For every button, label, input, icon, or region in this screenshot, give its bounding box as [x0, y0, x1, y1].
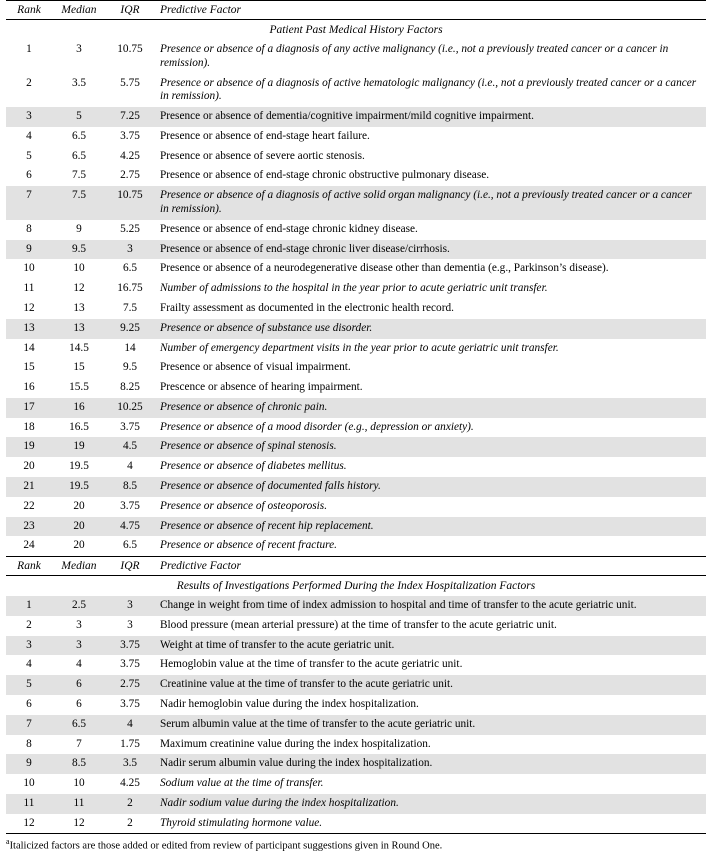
cell-median: 15.5 [69, 381, 89, 394]
table-row [6, 40, 706, 74]
cell-iqr: 4.25 [120, 777, 140, 790]
cell-rank: 10 [23, 262, 35, 275]
cell-median: 20 [73, 539, 85, 552]
cell-predictive-factor: Change in weight from time of index admission to hospital and time of transfer to the acute geriatric unit. [154, 596, 706, 616]
cell-predictive-factor: Presence or absence of end-stage heart failure. [160, 129, 370, 142]
table-row [6, 794, 706, 814]
table-row [6, 418, 706, 438]
table-row [6, 127, 706, 147]
cell-iqr: 2 [127, 816, 133, 829]
cell-predictive-factor: Number of admissions to the hospital in the year prior to acute geriatric unit transfer. [160, 282, 548, 295]
cell-median: 7.5 [52, 186, 106, 220]
cell-iqr: 7.25 [106, 107, 154, 127]
cell-iqr: 9.5 [122, 361, 138, 374]
table-row [6, 596, 706, 616]
table-row [6, 339, 706, 359]
cell-rank: 24 [23, 539, 35, 552]
cell-predictive-factor: Presence or absence of diabetes mellitus. [160, 460, 347, 473]
section-title: Results of Investigations Performed During the Index Hospitalization Factors [176, 580, 536, 593]
cell-median: 6.5 [52, 715, 106, 735]
cell-rank: 4 [26, 658, 32, 671]
cell-predictive-factor: Nadir hemoglobin value during the index hospitalization. [160, 698, 419, 710]
column-header-median: Median [52, 557, 106, 576]
cell-rank: 11 [23, 282, 35, 295]
cell-iqr: 3.75 [120, 658, 140, 671]
table-row [6, 147, 706, 167]
cell-iqr: 8.25 [120, 381, 140, 394]
cell-rank: 1 [6, 596, 52, 616]
table-row [6, 186, 706, 220]
cell-iqr: 3 [106, 596, 154, 616]
table-investigations [6, 556, 706, 833]
cell-rank: 20 [23, 460, 35, 473]
cell-median: 9 [76, 222, 82, 235]
cell-rank: 10 [23, 777, 35, 790]
cell-predictive-factor: Presence or absence of spinal stenosis. [154, 437, 706, 457]
cell-median: 11 [52, 794, 106, 814]
table-row [6, 636, 706, 656]
cell-median: 20 [52, 517, 106, 537]
cell-iqr: 3.75 [120, 129, 140, 142]
cell-iqr: 16.75 [117, 282, 143, 295]
table-row [6, 774, 706, 794]
table-row [6, 299, 706, 319]
table-row [6, 107, 706, 127]
cell-iqr: 6.5 [122, 539, 138, 552]
table-body-investigations [6, 596, 706, 833]
table-row [6, 814, 706, 834]
cell-predictive-factor: Maximum creatinine value during the index hospitalization. [160, 737, 431, 750]
table-row [6, 616, 706, 636]
table-row [6, 735, 706, 755]
cell-iqr: 10.75 [106, 186, 154, 220]
table-header [6, 557, 706, 576]
cell-predictive-factor: Hemoglobin value at the time of transfer to the acute geriatric unit. [160, 658, 463, 671]
cell-iqr: 3.75 [120, 499, 140, 512]
table-row [6, 259, 706, 279]
section-title: Patient Past Medical History Factors [269, 24, 443, 36]
cell-rank: 8 [26, 222, 32, 235]
cell-rank: 12 [23, 301, 35, 314]
cell-iqr: 4.75 [106, 517, 154, 537]
cell-median: 6.5 [71, 129, 87, 142]
cell-median: 3.5 [71, 76, 87, 89]
cell-rank: 4 [26, 129, 32, 142]
cell-iqr: 7.5 [122, 301, 138, 314]
cell-rank: 18 [23, 420, 35, 433]
cell-iqr: 3.75 [106, 636, 154, 656]
cell-median: 8.5 [52, 754, 106, 774]
cell-median: 6.5 [71, 149, 87, 162]
cell-median: 6 [52, 675, 106, 695]
cell-rank: 14 [23, 341, 35, 354]
column-header-iqr: IQR [106, 1, 154, 20]
cell-predictive-factor: Nadir sodium value during the index hospitalization. [154, 794, 706, 814]
cell-median: 6 [76, 698, 82, 710]
cell-iqr: 10.25 [106, 398, 154, 418]
cell-median: 9.5 [52, 240, 106, 260]
cell-rank: 6 [26, 169, 32, 182]
cell-median: 13 [73, 301, 85, 314]
cell-median: 19.5 [69, 460, 89, 473]
cell-median: 3 [52, 636, 106, 656]
cell-rank: 21 [6, 477, 52, 497]
cell-median: 7.5 [71, 169, 87, 182]
table-header [6, 1, 706, 20]
footnote-marker: a [6, 837, 10, 847]
column-header-rank: Rank [6, 557, 52, 576]
cell-rank: 13 [6, 319, 52, 339]
cell-rank: 7 [6, 715, 52, 735]
table-row [6, 240, 706, 260]
cell-iqr: 9.25 [106, 319, 154, 339]
cell-iqr: 4.5 [106, 437, 154, 457]
cell-predictive-factor: Blood pressure (mean arterial pressure) at the time of transfer to the acute geriatric unit. [160, 618, 557, 631]
table-row [6, 655, 706, 675]
cell-iqr: 4.25 [120, 149, 140, 162]
cell-iqr: 3 [127, 618, 133, 631]
cell-predictive-factor: Presence or absence of a mood disorder (e.g., depression or anxiety). [160, 420, 474, 433]
cell-iqr: 14 [124, 341, 136, 354]
cell-median: 19 [52, 437, 106, 457]
cell-predictive-factor: Presence or absence of a diagnosis of active solid organ malignancy (i.e., not a previously treated cancer or a cancer in remission). [154, 186, 706, 220]
cell-median: 2.5 [52, 596, 106, 616]
column-header-rank: Rank [6, 1, 52, 20]
cell-rank: 5 [26, 149, 32, 162]
cell-iqr: 3.75 [120, 420, 140, 433]
cell-iqr: 2.75 [106, 675, 154, 695]
column-header-median: Median [52, 1, 106, 20]
table-row [6, 675, 706, 695]
table-row [6, 536, 706, 556]
cell-iqr: 3 [106, 240, 154, 260]
table-row [6, 457, 706, 477]
cell-predictive-factor: Presence or absence of visual impairment. [160, 361, 351, 374]
cell-median: 3 [76, 618, 82, 631]
cell-median: 20 [73, 499, 85, 512]
table-row [6, 517, 706, 537]
cell-predictive-factor: Presence or absence of end-stage chronic liver disease/cirrhosis. [154, 240, 706, 260]
cell-median: 15 [73, 361, 85, 374]
cell-median: 3 [76, 43, 82, 55]
cell-rank: 8 [26, 737, 32, 750]
cell-rank: 3 [6, 107, 52, 127]
cell-iqr: 3.75 [120, 698, 140, 710]
cell-median: 13 [52, 319, 106, 339]
table-row [6, 437, 706, 457]
cell-median: 14.5 [69, 341, 89, 354]
cell-predictive-factor: Nadir serum albumin value during the index hospitalization. [154, 754, 706, 774]
cell-median: 4 [76, 658, 82, 671]
cell-iqr: 10.75 [117, 43, 143, 55]
cell-rank: 7 [6, 186, 52, 220]
cell-rank: 2 [26, 618, 32, 631]
cell-rank: 5 [6, 675, 52, 695]
cell-predictive-factor: Thyroid stimulating hormone value. [160, 816, 323, 829]
cell-rank: 16 [23, 381, 35, 394]
table-row [6, 398, 706, 418]
cell-predictive-factor: Presence or absence of documented falls history. [154, 477, 706, 497]
cell-iqr: 3.5 [106, 754, 154, 774]
cell-rank: 23 [6, 517, 52, 537]
cell-predictive-factor: Presence or absence of chronic pain. [154, 398, 706, 418]
cell-predictive-factor: Presence or absence of osteoporosis. [160, 499, 328, 512]
cell-median: 16.5 [69, 420, 89, 433]
cell-predictive-factor: Weight at time of transfer to the acute geriatric unit. [154, 636, 706, 656]
cell-median: 12 [73, 816, 85, 829]
cell-iqr: 2 [106, 794, 154, 814]
cell-rank: 3 [6, 636, 52, 656]
footnote-text: Italicized factors are those added or edited from review of participant suggestions given in Round One. [9, 840, 443, 852]
header-row [6, 1, 706, 20]
cell-rank: 9 [6, 754, 52, 774]
cell-predictive-factor: Presence or absence of end-stage chronic obstructive pulmonary disease. [160, 169, 490, 182]
cell-predictive-factor: Prescence or absence of hearing impairment. [160, 381, 363, 394]
table-row [6, 358, 706, 378]
column-header-predictive-factor: Predictive Factor [154, 557, 706, 576]
cell-iqr: 5.25 [120, 222, 140, 235]
cell-median: 5 [52, 107, 106, 127]
cell-iqr: 4 [127, 460, 133, 473]
cell-rank: 2 [26, 76, 32, 89]
cell-rank: 22 [23, 499, 35, 512]
cell-predictive-factor: Creatinine value at the time of transfer to the acute geriatric unit. [154, 675, 706, 695]
table-row [6, 74, 706, 108]
cell-rank: 19 [6, 437, 52, 457]
cell-median: 10 [73, 262, 85, 275]
cell-iqr: 2.75 [120, 169, 140, 182]
cell-predictive-factor: Serum albumin value at the time of transfer to the acute geriatric unit. [154, 715, 706, 735]
cell-median: 12 [73, 282, 85, 295]
table-row [6, 319, 706, 339]
table-row [6, 477, 706, 497]
cell-predictive-factor: Presence or absence of end-stage chronic kidney disease. [160, 222, 418, 235]
table-row [6, 754, 706, 774]
table-row [6, 279, 706, 299]
cell-predictive-factor: Presence or absence of severe aortic stenosis. [160, 149, 365, 162]
cell-rank: 6 [26, 698, 32, 710]
cell-predictive-factor: Presence or absence of recent hip replacement. [154, 517, 706, 537]
cell-median: 16 [52, 398, 106, 418]
table-past-medical-history [6, 0, 706, 556]
cell-rank: 9 [6, 240, 52, 260]
cell-median: 7 [76, 737, 82, 750]
cell-median: 10 [73, 777, 85, 790]
cell-predictive-factor: Presence or absence of a neurodegenerative disease other than dementia (e.g., Parkinson’s disease). [160, 262, 609, 275]
cell-iqr: 6.5 [122, 262, 138, 275]
cell-rank: 17 [6, 398, 52, 418]
cell-rank: 15 [23, 361, 35, 374]
cell-predictive-factor: Number of emergency department visits in the year prior to acute geriatric unit transfer. [160, 341, 559, 354]
table-row [6, 715, 706, 735]
table-body-past-medical-history [6, 40, 706, 556]
cell-predictive-factor: Presence or absence of dementia/cognitive impairment/mild cognitive impairment. [154, 107, 706, 127]
cell-predictive-factor: Presence or absence of a diagnosis of any active malignancy (i.e., not a previously treated cancer or a cancer in remission). [160, 43, 669, 69]
section-title-row [6, 576, 706, 596]
table-row [6, 378, 706, 398]
cell-predictive-factor: Sodium value at the time of transfer. [160, 777, 324, 790]
section-title-row [6, 20, 706, 40]
cell-predictive-factor: Presence or absence of a diagnosis of active hematologic malignancy (i.e., not a previously treated cancer or a cancer in remission). [160, 76, 697, 103]
column-header-predictive-factor: Predictive Factor [154, 1, 706, 20]
cell-iqr: 8.5 [106, 477, 154, 497]
table-row [6, 497, 706, 517]
column-header-iqr: IQR [106, 557, 154, 576]
cell-rank: 11 [6, 794, 52, 814]
table-row [6, 695, 706, 715]
cell-predictive-factor: Frailty assessment as documented in the electronic health record. [160, 301, 454, 314]
footnote [6, 833, 706, 852]
cell-iqr: 5.75 [120, 76, 140, 89]
cell-rank: 1 [26, 43, 32, 55]
cell-predictive-factor: Presence or absence of recent fracture. [160, 539, 337, 552]
cell-iqr: 1.75 [120, 737, 140, 750]
cell-rank: 12 [23, 816, 35, 829]
header-row [6, 557, 706, 576]
table-row [6, 220, 706, 240]
cell-iqr: 4 [106, 715, 154, 735]
cell-median: 19.5 [52, 477, 106, 497]
table-row [6, 166, 706, 186]
cell-predictive-factor: Presence or absence of substance use disorder. [154, 319, 706, 339]
